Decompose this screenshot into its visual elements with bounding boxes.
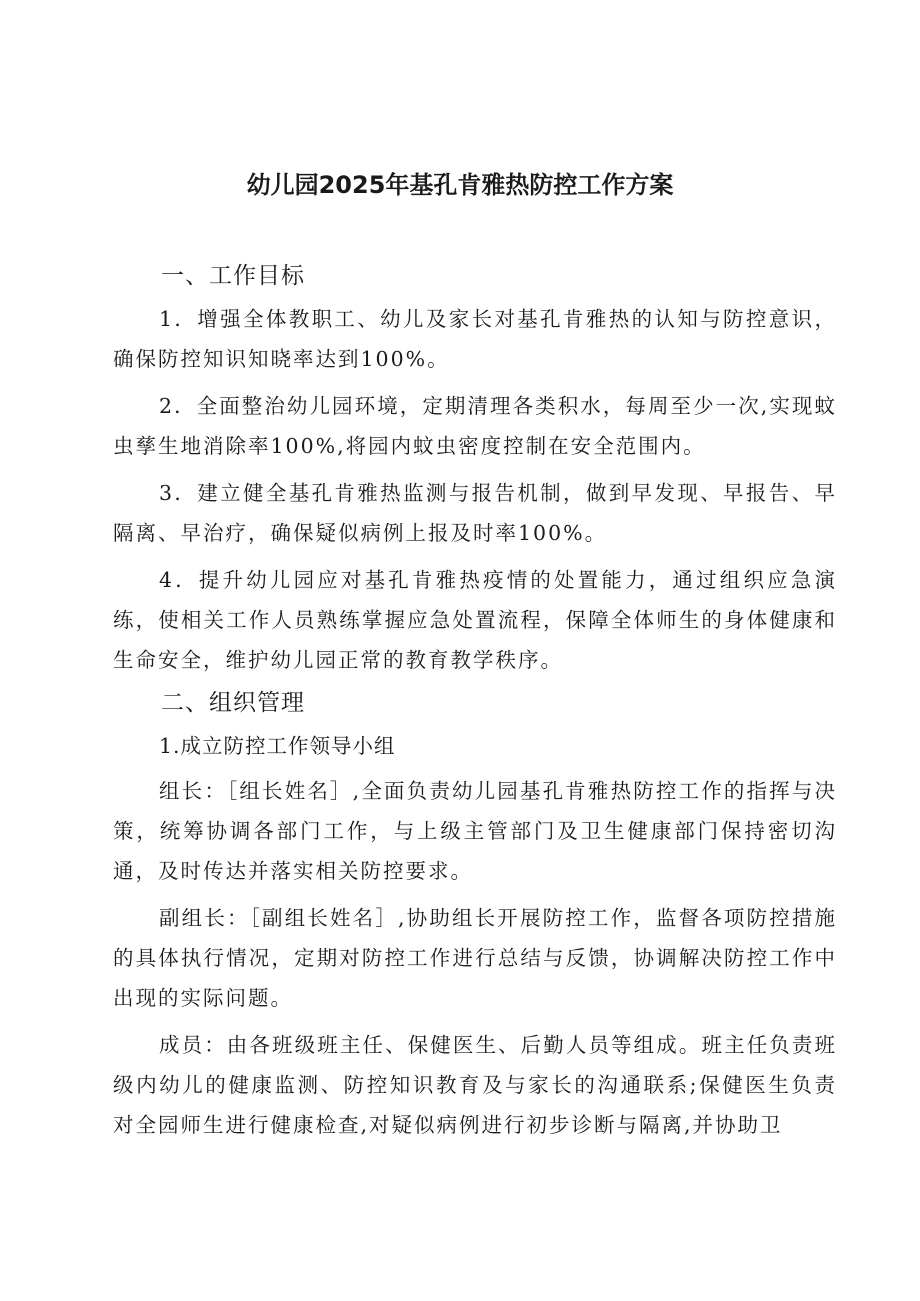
section-heading-organization: 二、组织管理 (161, 690, 305, 716)
section-heading-goals: 一、工作目标 (161, 263, 305, 289)
goal-item-4: 4．提升幼儿园应对基孔肯雅热疫情的处置能力，通过组织应急演练，使相关工作人员熟练掌握应急处置流程，保障全体师生的身体健康和生命安全，维护幼儿园正常的教育教学秩序。 (113, 568, 837, 672)
goal-item-1: 1．增强全体教职工、幼儿及家长对基孔肯雅热的认知与防控意识，确保防控知识知晓率达到100%。 (113, 307, 837, 371)
goal-item-3: 3．建立健全基孔肯雅热监测与报告机制，做到早发现、早报告、早隔离、早治疗，确保疑似病例上报及时率100%。 (113, 481, 837, 545)
subheading-leadership-group: 1.成立防控工作领导小组 (159, 734, 396, 758)
paragraph-members: 成员：由各班级班主任、保健医生、后勤人员等组成。班主任负责班级内幼儿的健康监测、防控知识教育及与家长的沟通联系;保健医生负责对全园师生进行健康检查,对疑似病例进行初步诊断与隔离,并协助卫 (113, 1033, 837, 1137)
document-body (113, 256, 837, 1152)
document-title: 幼儿园2025年基孔肯雅热防控工作方案 (246, 171, 674, 199)
paragraph-leader: 组长：［组长姓名］,全面负责幼儿园基孔肯雅热防控工作的指挥与决策，统筹协调各部门工作，与上级主管部门及卫生健康部门保持密切沟通，及时传达并落实相关防控要求。 (113, 779, 837, 883)
goal-item-2: 2．全面整治幼儿园环境，定期清理各类积水，每周至少一次,实现蚊虫孳生地消除率100%,将园内蚊虫密度控制在安全范围内。 (113, 394, 837, 458)
paragraph-deputy: 副组长：［副组长姓名］,协助组长开展防控工作，监督各项防控措施的具体执行情况，定期对防控工作进行总结与反馈，协调解决防控工作中出现的实际问题。 (113, 906, 837, 1010)
